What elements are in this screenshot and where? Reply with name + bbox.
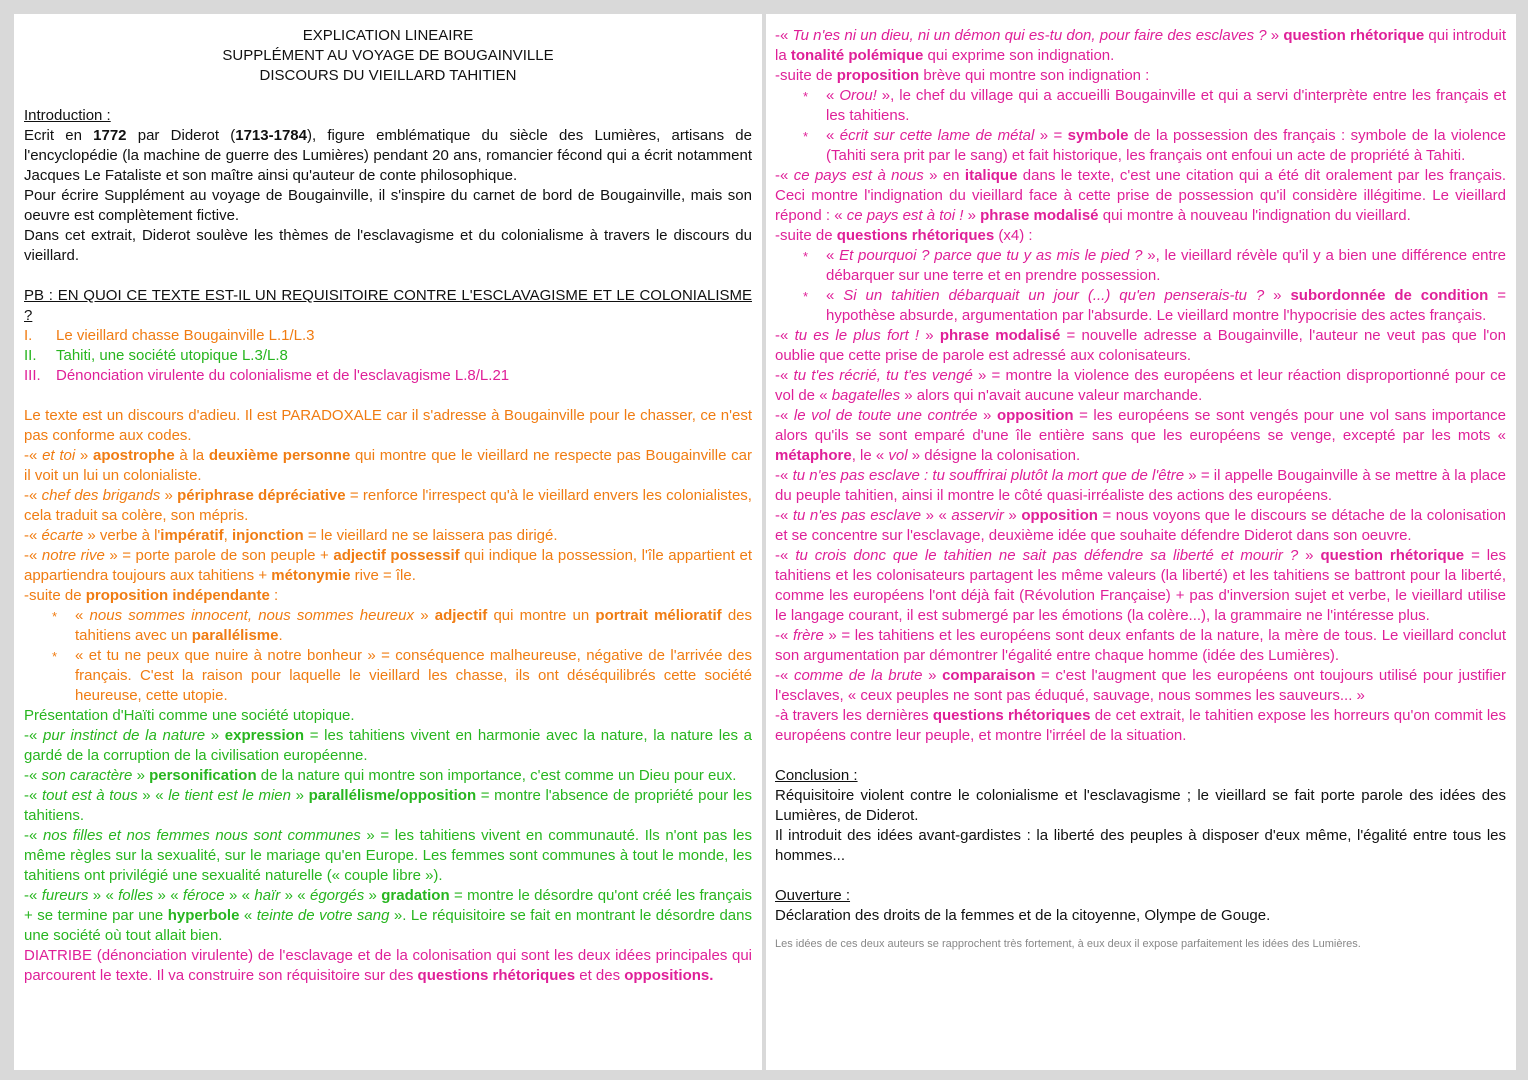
introduction-paragraph-1: Ecrit en 1772 par Diderot (1713-1784), figure emblématique du siècle des Lumières, artisans de l'encyclopédie (la machine de guerre des Lumières) pendant 20 ans, romancier fécond qui a écrit notamment Jacques Le Fataliste et son maître ainsi qu'auteur de conte philosophique. xyxy=(24,127,752,184)
conclusion-paragraph-1: Réquisitoire violent contre le colonialisme et l'esclavagisme ; le vieillard se fait porte parole des idées des Lumières, de Diderot. xyxy=(775,787,1506,824)
plan-part-1: I. Le vieillard chasse Bougainville L.1/L.3 xyxy=(24,327,315,344)
bullet-item: * « écrit sur cette lame de métal » = symbole de la possession des français : symbole de la violence (Tahiti sera prit par le sang) et fait historique, les français ont enfoui un acte de propriété à Tahiti. xyxy=(775,126,1506,166)
analysis-line: -« frère » = les tahitiens et les européens sont deux enfants de la nature, la mère de tous. Le vieillard conclut son argumentation par démontrer l'égalité entre chaque homme (idée des Lumières). xyxy=(775,627,1506,664)
bullet-list xyxy=(24,606,752,706)
analysis-line: -« tu crois donc que le tahitien ne sait pas défendre sa liberté et mourir ? » question rhétorique = les tahitiens et les colonisateurs partagent les même valeurs (la liberté) et les tahitiens se battront pour la liberté, comme les européens l'ont déjà fait (Révolution Française) + pas d'inversion sujet et verbe, le vieillard utilise le langage courant, il est submergé par les émotions (la colère...), la grammaire ne l'intéresse plus. xyxy=(775,547,1506,624)
analysis-line: -« fureurs » « folles » « féroce » « haïr » « égorgés » gradation = montre le désordre qu'ont créé les français + se termine par une hyperbole « teinte de votre sang ». Le réquisitoire se fait en montrant le désordre dans une société où tout allait bien. xyxy=(24,887,753,944)
analysis-line: -suite de questions rhétoriques (x4) : xyxy=(775,227,1033,244)
part-1-section xyxy=(24,406,752,706)
analysis-line: -« tout est à tous » « le tient est le mien » parallélisme/opposition = montre l'absence de propriété pour les tahitiens. xyxy=(24,787,752,824)
conclusion-heading: Conclusion : xyxy=(775,767,858,784)
analysis-line: -« tu n'es pas esclave : tu souffrirai plutôt la mort que de l'être » = il appelle Bougainville à se mettre à la place du peuple tahitien, ainsi il montre le côté quasi-irréaliste des actions des européens. xyxy=(775,467,1506,504)
ouverture-paragraph: Déclaration des droits de la femmes et de la citoyenne, Olympe de Gouge. xyxy=(775,907,1271,924)
analysis-line: -suite de proposition brève qui montre son indignation : xyxy=(775,67,1150,84)
analysis-line: -« tu es le plus fort ! » phrase modalisé = nouvelle adresse a Bougainville, l'auteur ne veut pas que l'on oublie que cette prise de parole est adressé aux colonisateurs. xyxy=(775,327,1506,364)
bullet-item: * « Orou! », le chef du village qui a accueilli Bougainville et qui a servi d'interprète entre les français et les tahitiens. xyxy=(775,86,1506,126)
analysis-line: -« le vol de toute une contrée » opposition = les européens se sont vengés pour une vol sans importance alors qu'ils se sont emparé d'une île entière sans que les européens se venge, excepté par les mots « métaphore, le « vol » désigne la colonisation. xyxy=(775,407,1506,464)
analysis-line: -« tu n'es pas esclave » « asservir » opposition = nous voyons que le discours se détache de la colonisation et se concentre sur l'esclavage, deuxième idée que souhaite défendre Diderot dans son oeuvre. xyxy=(775,507,1507,544)
left-page xyxy=(14,14,762,1070)
part-3-section xyxy=(775,26,1506,746)
bullet-list xyxy=(775,86,1506,166)
bullet-item: * « Et pourquoi ? parce que tu y as mis le pied ? », le vieillard révèle qu'il y a bien une différence entre débarquer sur une terre et en prendre possession. xyxy=(775,246,1506,286)
part-3-intro: DIATRIBE (dénonciation virulente) de l'esclavage et de la colonisation qui sont les deux idées principales qui parcourent le texte. Il va construire son réquisitoire sur des questions rhétoriques et des oppositions. xyxy=(24,947,752,984)
analysis-line: -« ce pays est à nous » en italique dans le texte, c'est une citation qui a été dit oralement par les français. Ceci montre l'indignation du vieillard face à cette prise de possession qu'il considère illégitime. Le vieillard répond : « ce pays est à toi ! » phrase modalisé qui montre à nouveau l'indignation du vieillard. xyxy=(775,167,1506,224)
part-2-intro: Présentation d'Haïti comme une société utopique. xyxy=(24,707,355,724)
plan-list xyxy=(24,326,752,386)
plan-part-2: II. Tahiti, une société utopique L.3/L.8 xyxy=(24,347,288,364)
analysis-line: -« et toi » apostrophe à la deuxième personne qui montre que le vieillard ne respecte pas Bougainville car il voit un lui un colonialiste. xyxy=(24,447,752,484)
introduction-paragraph-2: Pour écrire Supplément au voyage de Bougainville, il s'inspire du carnet de bord de Bougainville, mais son oeuvre est complètement fictive. xyxy=(24,187,752,224)
analysis-line: -« chef des brigands » périphrase dépréciative = renforce l'irrespect qu'à le vieillard envers les colonialistes, cela traduit sa colère, son mépris. xyxy=(24,487,752,524)
problematique: PB : EN QUOI CE TEXTE EST-IL UN REQUISITOIRE CONTRE L'ESCLAVAGISME ET LE COLONIALISME ? xyxy=(24,287,752,324)
analysis-line: -« pur instinct de la nature » expression = les tahitiens vivent en harmonie avec la nature, la nature les a gardé de la corruption de la civilisation européenne. xyxy=(24,727,752,764)
plan-part-3: III. Dénonciation virulente du colonialisme et de l'esclavagisme L.8/L.21 xyxy=(24,367,510,384)
footnote: Les idées de ces deux auteurs se rapprochent très fortement, à eux deux il expose parfaitement les idées des Lumières. xyxy=(775,938,1361,950)
analysis-line: -à travers les dernières questions rhétoriques de cet extrait, le tahitien expose les horreurs qu'on commit les européens contre leur peuple, et montre l'irréel de la situation. xyxy=(775,707,1507,744)
analysis-line: -« écarte » verbe à l'impératif, injonction = le vieillard ne se laissera pas dirigé. xyxy=(24,527,558,544)
analysis-line: -« comme de la brute » comparaison = c'est l'augment que les européens ont toujours utilisé pour justifier l'esclaves, « ceux peuples ne sont pas éduqué, sauvage, nous sommes les sauveurs... » xyxy=(775,667,1506,704)
bullet-item: * « nous sommes innocent, nous sommes heureux » adjectif qui montre un portrait mélioratif des tahitiens avec un parallélisme. xyxy=(24,606,752,646)
doc-title-line-3: DISCOURS DU VIEILLARD TAHITIEN xyxy=(259,67,517,84)
analysis-line: -« son caractère » personification de la nature qui montre son importance, c'est comme un Dieu pour eux. xyxy=(24,767,737,784)
doc-title-line-2: SUPPLÉMENT AU VOYAGE DE BOUGAINVILLE xyxy=(222,47,554,64)
bullet-item: * « et tu ne peux que nuire à notre bonheur » = conséquence malheureuse, négative de l'arrivée des français. C'est la raison pour laquelle le vieillard les chasse, ils ont déséquilibrés cette société heureuse, cette utopie. xyxy=(24,646,752,706)
part-1-intro: Le texte est un discours d'adieu. Il est PARADOXALE car il s'adresse à Bougainville pour le chasser, ce n'est pas conforme aux codes. xyxy=(24,407,752,444)
bullet-item: * « Si un tahitien débarquait un jour (...) qu'en penserais-tu ? » subordonnée de condition = hypothèse absurde, argumentation par l'absurde. Le vieillard montre l'hypocrisie des actes français. xyxy=(775,286,1506,326)
doc-title-line-1: EXPLICATION LINEAIRE xyxy=(302,27,474,44)
analysis-line: -« Tu n'es ni un dieu, ni un démon qui es-tu don, pour faire des esclaves ? » question rhétorique qui introduit la tonalité polémique qui exprime son indignation. xyxy=(775,27,1506,64)
ouverture-heading: Ouverture : xyxy=(775,887,851,904)
right-page xyxy=(766,14,1516,1070)
analysis-line: -« tu t'es récrié, tu t'es vengé » = montre la violence des européens et leur réaction disproportionné pour ce vol de « bagatelles » alors qui n'avait aucune valeur marchande. xyxy=(775,367,1506,404)
analysis-line: -suite de proposition indépendante : xyxy=(24,587,279,604)
analysis-line: -« nos filles et nos femmes nous sont communes » = les tahitiens vivent en communauté. Ils n'ont pas les même règles sur la sexualité, sur le mariage qu'en Europe. Les femmes sont communes à tout le monde, les tahitiens ont privilégié une sexualité naturelle (« couple libre »). xyxy=(24,827,752,884)
part-2-section xyxy=(24,706,752,946)
introduction-paragraph-3: Dans cet extrait, Diderot soulève les thèmes de l'esclavagisme et du colonialisme à travers le discours du vieillard. xyxy=(24,227,752,264)
analysis-line: -« notre rive » = porte parole de son peuple + adjectif possessif qui indique la possession, l'île appartient et appartiendra toujours aux tahitiens + métonymie rive = île. xyxy=(24,547,752,584)
bullet-list xyxy=(775,246,1506,326)
introduction-heading: Introduction : xyxy=(24,107,111,124)
conclusion-paragraph-2: Il introduit des idées avant-gardistes : la liberté des peuples à disposer d'eux même, l'égalité entre tous les hommes... xyxy=(775,827,1506,864)
